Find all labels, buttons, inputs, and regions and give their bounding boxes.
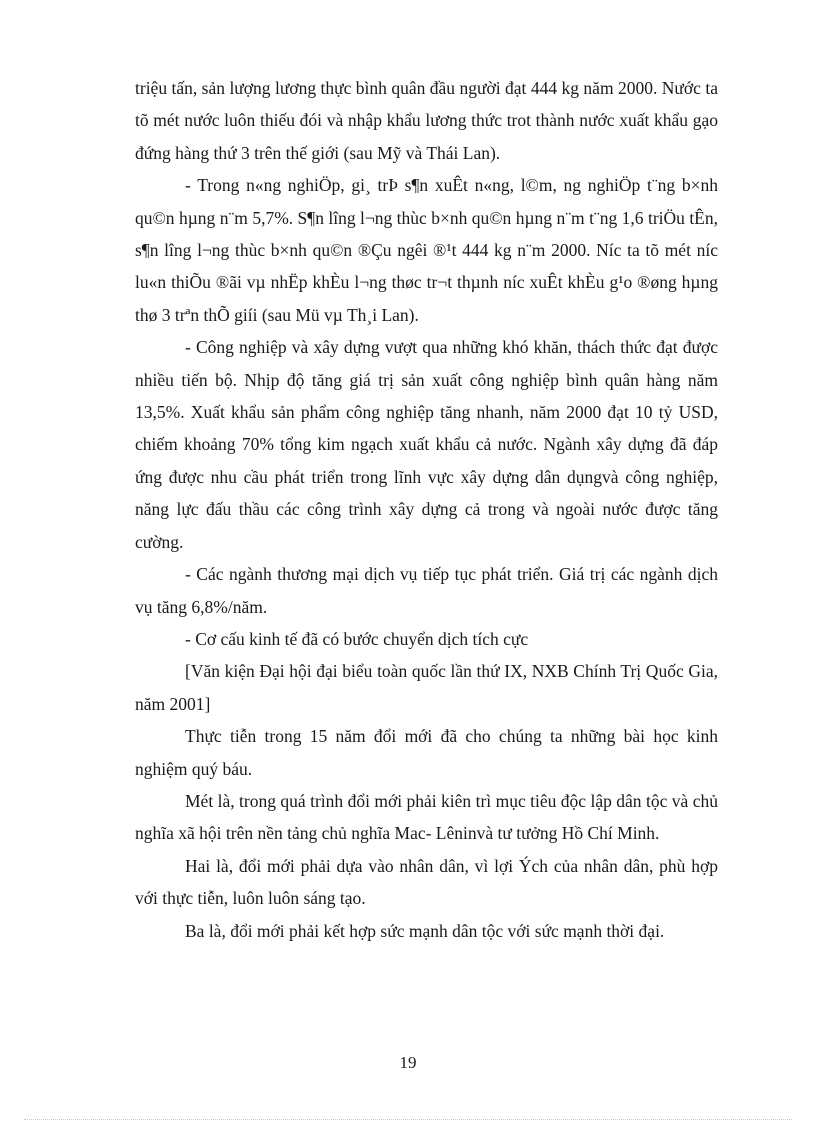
- paragraph-lesson-three: Ba là, đổi mới phải kết hợp sức mạnh dân tộc với sức mạnh thời đại.: [185, 920, 665, 941]
- document-body: [135, 72, 718, 947]
- paragraph-economic-structure: - Cơ cấu kinh tế đã có bước chuyển dịch tích cực: [185, 628, 529, 649]
- paragraph-food-output: triệu tấn, sản lượng lương thực bình quân đầu người đạt 444 kg năm 2000. Nước ta tõ mét nước luôn thiếu đói và nhập khẩu lương thức trot thành nước xuất khẩu gạo đứng hàng thứ 3 trên thế giới (sau Mỹ và Thái Lan).: [135, 78, 718, 163]
- paragraph-lesson-two: Hai là, đổi mới phải dựa vào nhân dân, vì lợi Ých của nhân dân, phù hợp với thực tiễn, luôn luôn sáng tạo.: [135, 855, 718, 909]
- paragraph-agriculture-garbled: - Trong n«ng nghiÖp, gi¸ trÞ s¶n xuÊt n«ng, l©m, ng nghiÖp t¨ng b×nh qu©n hµng n¨m 5,7%. S¶n lîng l¬ng thùc b×nh qu©n hµng n¨m t¨ng 1,6 triÖu tÊn, s¶n lîng l¬ng thùc b×nh qu©n ®Çu ngêi ®¹t 444 kg n¨m 2000. Níc ta tõ mét níc lu«n thiÕu ®ãi vµ nhËp khÈu l¬ng thøc tr¬t thµnh níc xuÊt khÈu g¹o ®øng hµng thø 3 trªn thÕ giíi (sau Mü vµ Th¸i Lan).: [135, 175, 718, 325]
- paragraph-industry: - Công nghiệp và xây dựng vượt qua những khó khăn, thách thức đạt được nhiều tiến bộ. Nhịp độ tăng giá trị sản xuất công nghiệp bình quân hàng năm 13,5%. Xuất khẩu sản phẩm công nghiệp tăng nhanh, năm 2000 đạt 10 tỷ USD, chiếm khoảng 70% tổng kim ngạch xuất khẩu cả nước. Ngành xây dựng đã đáp ứng được nhu cầu phát triển trong lĩnh vực xây dựng dân dụngvà công nghiệp, năng lực đấu thầu các công trình xây dựng cả trong và ngoài nước được tăng cường.: [135, 337, 718, 552]
- page-bottom-rule: [24, 1119, 792, 1120]
- paragraph-lesson-one: Mét là, trong quá trình đổi mới phải kiên trì mục tiêu độc lập dân tộc và chủ nghĩa xã hội trên nền tảng chủ nghĩa Mac- Lêninvà tư tưởng Hồ Chí Minh.: [135, 790, 718, 844]
- paragraph-lessons-intro: Thực tiễn trong 15 năm đổi mới đã cho chúng ta những bài học kinh nghiệm quý báu.: [135, 726, 718, 779]
- paragraph-services: - Các ngành thương mại dịch vụ tiếp tục phát triển. Giá trị các ngành dịch vụ tăng 6,8%/năm.: [135, 564, 718, 617]
- page-number: 19: [399, 1053, 417, 1072]
- citation: [Văn kiện Đại hội đại biểu toàn quốc lần thứ IX, NXB Chính Trị Quốc Gia, năm 2001]: [135, 661, 718, 714]
